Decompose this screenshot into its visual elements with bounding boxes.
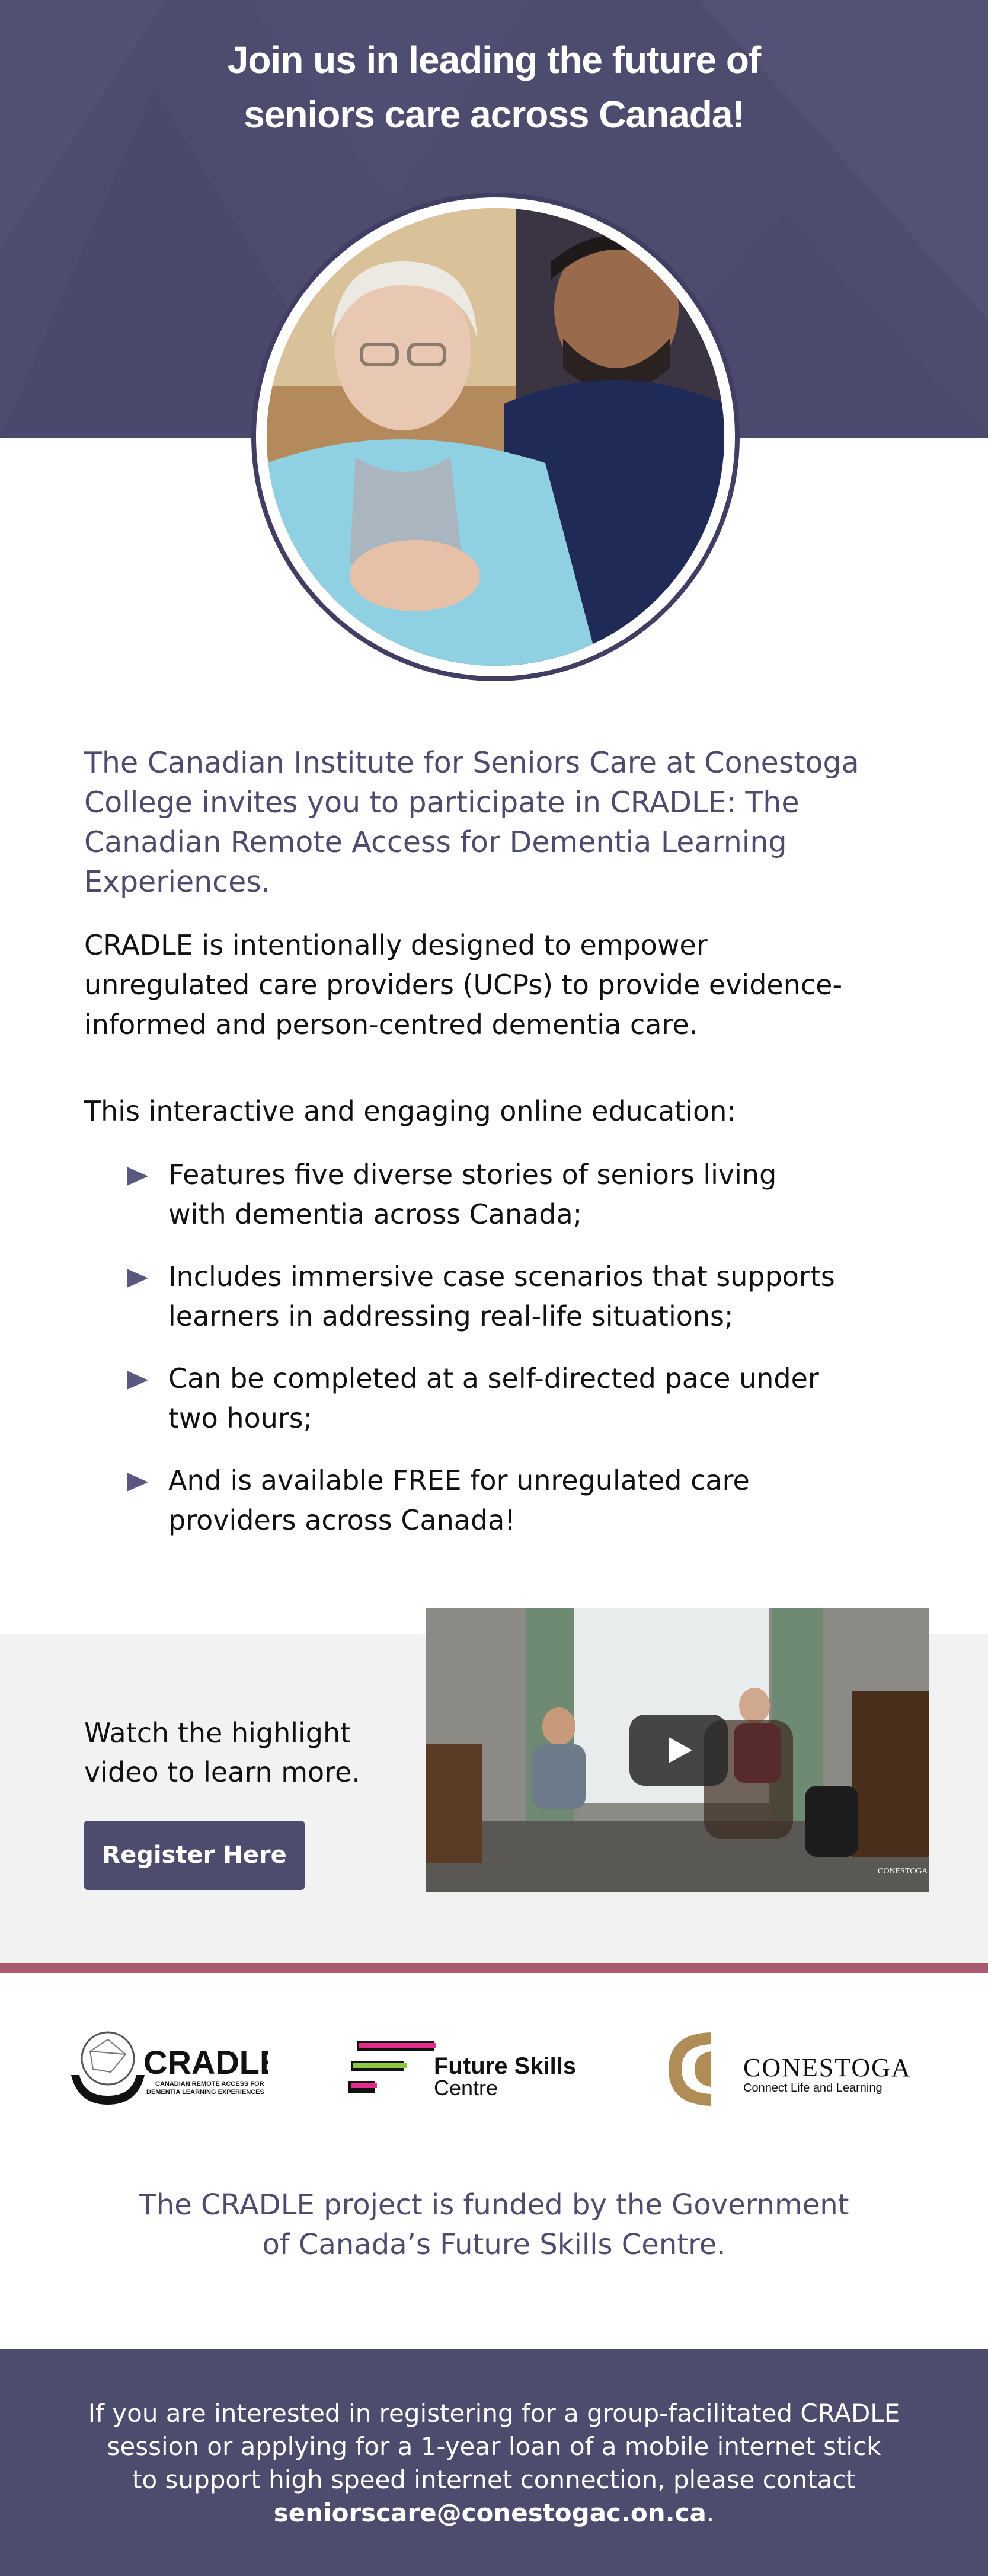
list-item-text: Features five diverse stories of seniors living with dementia across Canada;	[168, 1158, 777, 1230]
list-item-text: Can be completed at a self-directed pace under two hours;	[168, 1362, 819, 1434]
hero-photo	[267, 208, 724, 666]
footer-line1: If you are interested in registering for a group-facilitated CRADLE	[88, 2399, 900, 2428]
future-skills-centre-logo	[347, 2032, 578, 2103]
triangle-right-icon	[127, 1269, 148, 1288]
cradle-logo-mark	[66, 2022, 268, 2111]
play-icon[interactable]	[629, 1715, 728, 1786]
hero-title	[0, 33, 988, 142]
cradle-logo	[66, 2022, 268, 2111]
triangle-right-icon	[127, 1473, 148, 1492]
hero-photo-illustration	[267, 208, 724, 666]
footer-line3: to support high speed internet connection, please contact	[132, 2465, 856, 2494]
intro-text: The Canadian Institute for Seniors Care at Conestoga College invites you to participate in CRADLE: The Canadian Remote Access for Dementia Learning Experiences.	[84, 746, 859, 899]
fsc-logo-mark	[347, 2032, 578, 2103]
funding-note-line2: of Canada’s Future Skills Centre.	[262, 2228, 726, 2261]
fsc-logo-line2: Centre	[434, 2076, 498, 2100]
highlight-video[interactable]	[426, 1608, 929, 1892]
triangle-right-icon	[127, 1167, 148, 1186]
fsc-logo-line1: Future Skills	[434, 2053, 577, 2079]
hero-photo-frame	[256, 197, 735, 676]
hero-title-line2: seniors care across Canada!	[244, 93, 744, 136]
footer-period: .	[706, 2498, 715, 2527]
section-divider	[0, 1963, 988, 1973]
footer-contact	[0, 2397, 988, 2530]
conestoga-logo-tagline: Connect Life and Learning	[743, 2082, 883, 2095]
list-item-text: And is available FREE for unregulated care providers across Canada!	[168, 1464, 750, 1536]
footer-line2: session or applying for a 1-year loan of a mobile internet stick	[107, 2432, 881, 2461]
footer-line4	[0, 2497, 988, 2530]
list-item-text: Includes immersive case scenarios that supports learners in addressing real-life situations;	[168, 1260, 835, 1332]
feature-list	[127, 1155, 838, 1563]
video-caption-line1: Watch the highlight	[84, 1717, 351, 1749]
list-item	[127, 1155, 838, 1234]
register-button[interactable]: Register Here	[84, 1821, 305, 1890]
cradle-logo-tagline-2: DEMENTIA LEARNING EXPERIENCES	[146, 2089, 264, 2096]
paragraph-education: This interactive and engaging online education:	[84, 1095, 736, 1127]
conestoga-logo-mark	[654, 2028, 921, 2111]
list-item	[127, 1461, 838, 1540]
funding-note	[0, 2185, 988, 2265]
conestoga-logo-name: CONESTOGA	[743, 2053, 912, 2082]
triangle-right-icon	[127, 1371, 148, 1390]
cradle-logo-name: CRADLE	[143, 2044, 268, 2081]
video-caption-line2: video to learn more.	[84, 1756, 360, 1788]
hero-title-line1: Join us in leading the future of	[227, 39, 761, 81]
video-watermark: CONESTOGA	[878, 1867, 928, 1876]
list-item	[127, 1257, 838, 1336]
contact-email-link[interactable]: seniorscare@conestogac.on.ca	[273, 2498, 706, 2527]
funding-note-line1: The CRADLE project is funded by the Government	[139, 2188, 849, 2221]
conestoga-logo	[654, 2028, 921, 2111]
video-caption	[84, 1713, 392, 1792]
cradle-logo-tagline-1: CANADIAN REMOTE ACCESS FOR	[155, 2080, 264, 2087]
list-item	[127, 1359, 838, 1438]
paragraph-cradle: CRADLE is intentionally designed to empower unregulated care providers (UCPs) to provide evidence-informed and person-centred dementia care.	[84, 929, 843, 1040]
